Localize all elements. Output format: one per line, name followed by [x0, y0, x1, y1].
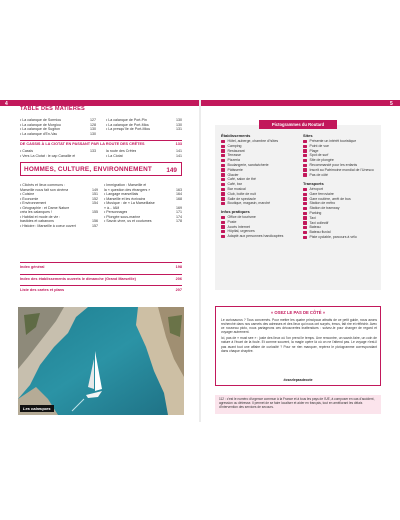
pictogram-icon — [303, 221, 307, 224]
pictogram-icon — [303, 140, 307, 143]
legend-label: Station de tramway — [309, 206, 340, 211]
divider — [20, 285, 182, 286]
legend-label: Hôpital, urgences — [227, 229, 255, 234]
pictogram-icon — [303, 168, 307, 171]
pictogram-icon — [221, 159, 225, 162]
toc-entry-page: 127 — [90, 118, 96, 122]
legend-label: Spot de surf — [309, 153, 329, 158]
pas-de-cote-box — [215, 306, 381, 386]
pictogram-icon — [221, 192, 225, 195]
toc-entry-page: 156 — [92, 219, 98, 223]
toc-entry-label: • Musique : de « La Marseillaise — [104, 201, 155, 205]
section-title: DE CASSIS À LA CIOTAT EN PASSANT PAR LA ROUTE DES CRÊTES — [20, 142, 145, 146]
legend-label: Point de vue — [309, 143, 329, 148]
toc-entry-page: 169 — [176, 205, 182, 210]
pictogram-icon — [221, 183, 225, 186]
toc-entry-label: • La calanque de Port-Pin — [106, 118, 147, 122]
left-page-number: 4 — [5, 101, 8, 107]
legend-label: Office de tourisme — [227, 215, 256, 219]
toc-col5 — [20, 183, 98, 228]
toc-entry-page: 163 — [176, 187, 182, 192]
toc-entry-label: • Habitat et mode de vie : — [20, 214, 61, 219]
index-page: 207 — [175, 288, 182, 292]
infos-list — [221, 215, 299, 239]
legend-label: Taxi collectif — [309, 220, 329, 225]
hashtag: #osezlepasdecote — [283, 378, 313, 382]
legend-label: Café, salon de thé — [227, 177, 256, 182]
toc-entry-page: 164 — [176, 192, 182, 196]
legend-label: Accès Internet — [227, 224, 250, 229]
quote-title: « OSEZ LE PAS DE CÔTÉ » — [270, 310, 326, 315]
toc-col4 — [106, 149, 182, 158]
pictogram-icon — [303, 207, 307, 210]
chapter-page: 149 — [166, 166, 177, 174]
pictogram-icon — [303, 159, 307, 162]
legend-label: Poste — [227, 219, 237, 224]
index-label: Index général — [20, 265, 45, 269]
toc-entry-page: 151 — [92, 192, 98, 196]
index-label: Index des établissements ouverts le dimanche (Grand Marseille) — [20, 277, 136, 281]
pictogram-icon — [303, 231, 307, 234]
index-page: 206 — [175, 277, 182, 281]
pictogram-icon — [221, 168, 225, 171]
pictogram-icon — [221, 173, 225, 176]
toc-entry-page: 130 — [90, 131, 96, 136]
index-link — [20, 277, 182, 281]
pictogram-icon — [303, 236, 307, 239]
pictogram-icon — [221, 197, 225, 200]
page-title: TABLE DES MATIÈRES — [20, 106, 85, 112]
index-label: Liste des cartes et plans — [20, 288, 65, 292]
toc-entry-page: 155 — [92, 210, 98, 214]
toc-entry-label: • Économie — [20, 196, 39, 201]
legend-label: Terrasse — [227, 153, 241, 158]
toc-entry-label: la route des Crêtes — [106, 149, 137, 153]
toc-entry-page: 154 — [92, 201, 98, 205]
legend-label: Site de plongée — [309, 158, 334, 163]
infos-heading: Infos pratiques — [221, 209, 250, 214]
pictogram-icon — [303, 193, 307, 196]
toc-entry-label: la « question des étrangers » — [104, 187, 151, 192]
legend-item — [303, 235, 379, 240]
legend-item — [221, 234, 299, 239]
toc-entry-label: • Savoir-vivre, us et coutumes — [104, 219, 152, 223]
sites-heading: Sites — [303, 133, 313, 138]
pictogram-icon — [303, 164, 307, 167]
legend-label: Station de métro — [309, 201, 336, 206]
pictogram-icon — [303, 197, 307, 200]
legend-label: Gare ferroviaire — [309, 191, 334, 196]
toc-entry-label: » à... IAM — [104, 205, 120, 210]
toc-entry-page: 174 — [176, 214, 182, 219]
notice-text: 112 : c'est le numéro d'urgence commun à la France et à tous les pays de l'UE, à composer en cas d'accident, agression ou détresse. Il permet de se faire localiser et aider en français, tout en améliorant les délais d'intervention des services de secours. — [219, 397, 375, 409]
toc-entry-label: • Environnement — [20, 201, 47, 205]
toc-entry-label: • La Ciotat — [106, 153, 123, 158]
toc-entry-page: 130 — [90, 127, 96, 131]
toc-entry-page: 128 — [90, 122, 96, 127]
toc-entry-page: 157 — [92, 223, 98, 228]
pictogram-icon — [221, 216, 225, 219]
section-heading — [20, 142, 182, 146]
pictogram-icon — [221, 149, 225, 152]
pictogram-icon — [303, 149, 307, 152]
legend-label: Club, boîte de nuit — [227, 191, 256, 196]
photo-image — [18, 307, 184, 415]
toc-entry-label: créa les calanques ! — [20, 210, 52, 214]
legend-label: Salle de spectacle — [227, 196, 256, 201]
pictogram-icon — [221, 145, 225, 148]
divider — [20, 274, 182, 275]
toc-entry-label: • Personnages — [104, 210, 128, 214]
pictogram-icon — [303, 216, 307, 219]
toc-col6 — [104, 183, 182, 224]
pictogram-icon — [303, 154, 307, 157]
toc-entry — [104, 219, 182, 224]
quote-body — [221, 318, 377, 355]
chapter-box — [20, 162, 182, 176]
toc-entry-label: • La calanque de Sugiton — [20, 127, 61, 131]
pictogram-icon — [221, 178, 225, 181]
toc-entry-page: 133 — [90, 149, 96, 153]
page-gutter — [199, 100, 201, 422]
legend-label: Inscrit au Patrimoine mondial de l'Unesco — [309, 167, 374, 172]
pictogram-icon — [303, 145, 307, 148]
legend-label: Café, bar — [227, 182, 242, 187]
chapter-title: HOMMES, CULTURE, ENVIRONNEMENT — [24, 166, 153, 173]
toc-entry — [106, 154, 182, 159]
toc-entry-page: 130 — [176, 118, 182, 122]
pictogram-icon — [221, 154, 225, 157]
pictogram-icon — [303, 212, 307, 215]
pictogram-icon — [221, 164, 225, 167]
legend-label: Restaurant — [227, 148, 245, 153]
toc-entry-label: • Clichés et lieux communs : — [20, 183, 65, 187]
legend-label: Aéroport — [309, 187, 323, 191]
legend-label: Pas de côté — [309, 172, 328, 177]
legend-item — [221, 201, 299, 206]
pictogram-icon — [221, 225, 225, 228]
toc-entry-page: 168 — [176, 196, 182, 201]
divider — [20, 262, 182, 263]
legend-label: Bateau fluvial — [309, 230, 331, 235]
toc-entry-page: 130 — [176, 122, 182, 127]
pictogram-icon — [221, 140, 225, 143]
pictogram-legend — [215, 122, 381, 290]
legend-label: Pâtisserie — [227, 167, 243, 172]
section-page: 133 — [175, 142, 182, 146]
toc-entry-label: • Marseille et les écrivains — [104, 196, 146, 201]
legend-label: Présente un intérêt touristique — [309, 139, 357, 143]
legend-title: Pictogrammes du Routard — [259, 120, 337, 129]
toc-entry-page: 152 — [92, 196, 98, 201]
index-link — [20, 288, 182, 292]
pictogram-icon — [221, 202, 225, 205]
toc-col1 — [20, 118, 96, 136]
quote-paragraph: Le curiosaurus ? Tous concernés. Pour mettre les quatre principaux attraits de ce petit guide, nous avons recherché dans nos carnets des adresses et des lieux qui nous ont surpris, émus, fait rire et réfléchir. Avec ce nouveau picto, nous partageons ces découvertes inattendues : suivez-le pour changer de regard et voyager autrement. — [221, 318, 377, 335]
legend-label: Pizzeria — [227, 158, 240, 163]
toc-col2 — [106, 118, 182, 132]
toc-entry — [20, 154, 96, 159]
legend-label: Glacier — [227, 172, 239, 177]
legend-label: Parking — [309, 210, 322, 215]
toc-entry-label: Marseille nous fait son cinéma — [20, 187, 69, 192]
etablissements-heading: Établissements — [221, 133, 251, 138]
toc-entry-label: • La presqu'île de Port-Miou — [106, 127, 151, 131]
right-page-number: 5 — [390, 101, 393, 107]
toc-entry-page: 131 — [176, 127, 182, 131]
pictogram-icon — [303, 173, 307, 176]
legend-label: Plage — [309, 148, 319, 153]
legend-label: Recommandé pour les enfants — [309, 162, 358, 167]
toc-entry-label: • Langage marseillais — [104, 192, 139, 196]
index-link — [20, 265, 182, 269]
toc-entry-page: 178 — [176, 219, 182, 223]
index-page: 198 — [175, 265, 182, 269]
toc-entry-label: • Cassis — [20, 149, 34, 153]
quote-paragraph: Ici, pas de « must see » : juste des lieux où l'on prend le temps. Une rencontre, un savoir-faire, un coin de nature à l'écart de la foule. Et comme souvent, la magie opère là où on ne l'attend pas. Le voyage n'est-il pas avant tout une affaire de curiosité ? Pour ne rien manquer, repérez le pictogramme correspondant dans chaque chapitre. — [221, 336, 377, 353]
divider — [20, 140, 182, 141]
emergency-notice — [215, 395, 381, 414]
legend-label: Gare routière, arrêt de bus — [309, 196, 351, 201]
toc-entry-label: • Immigration : Marseille et — [104, 183, 147, 187]
legend-label: Camping — [227, 143, 242, 148]
transports-heading: Transports — [303, 181, 324, 186]
toc-entry — [20, 224, 98, 229]
toc-entry — [106, 127, 182, 132]
photo-caption: Les calanques — [20, 405, 54, 412]
pictogram-icon — [221, 188, 225, 191]
sites-list — [303, 139, 379, 177]
toc-entry-label: • Cuisine — [20, 192, 35, 196]
toc-entry-label: • La calanque de Port-Miou — [106, 122, 150, 127]
pictogram-icon — [221, 221, 225, 224]
toc-entry-label: • Vers La Ciotat : le cap Canaille et — [20, 153, 76, 158]
transports-list — [303, 187, 379, 240]
toc-entry-label: • Histoire : Marseille à coeur ouvert — [20, 223, 76, 228]
toc-entry-label: bastides et cabanons — [20, 219, 54, 223]
pictogram-icon — [303, 202, 307, 205]
legend-label: Bateau — [309, 225, 321, 230]
legend-label: Piste cyclable, parcours à vélo — [309, 234, 357, 239]
etablissements-list — [221, 139, 299, 206]
legend-label: Bar musical — [227, 186, 246, 191]
legend-label: Boulangerie, sandwicherie — [227, 162, 269, 167]
calanques-photo — [18, 307, 184, 415]
toc-entry — [20, 132, 96, 137]
pictogram-icon — [221, 230, 225, 233]
toc-entry-label: • La calanque d'En-Vau — [20, 131, 58, 136]
pictogram-icon — [303, 188, 307, 191]
toc-entry-page: 149 — [92, 187, 98, 192]
toc-entry-page: 141 — [176, 153, 182, 158]
toc-entry-page: 141 — [176, 149, 182, 153]
legend-label: Hôtel, auberge, chambre d'hôtes — [227, 139, 279, 143]
toc-entry-label: • La calanque de Morgiou — [20, 122, 61, 127]
toc-entry-label: • Plongée sous-marine — [104, 214, 141, 219]
toc-entry-label: • La calanque de Sormiou — [20, 118, 62, 122]
legend-label: Taxi — [309, 215, 316, 220]
pictogram-icon — [221, 235, 225, 238]
legend-label: Boutique, magasin, marché — [227, 201, 271, 206]
legend-label: Adapté aux personnes handicapées — [227, 234, 284, 239]
toc-entry-label: • Géographie : et Dame Nature — [20, 205, 70, 210]
toc-col3 — [20, 149, 96, 158]
legend-item — [303, 173, 379, 178]
pictogram-icon — [303, 226, 307, 229]
toc-entry-page: 171 — [176, 210, 182, 214]
